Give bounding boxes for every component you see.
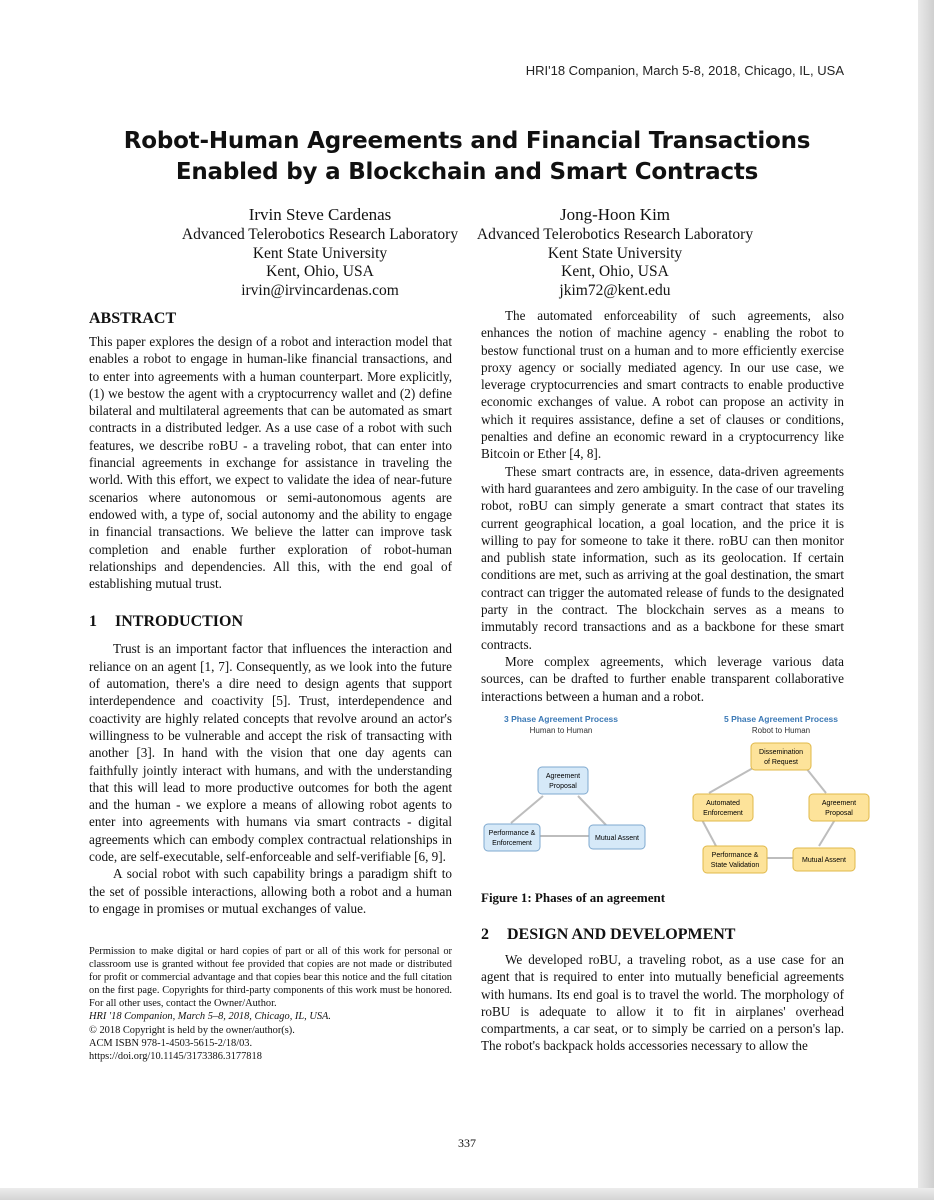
permission-notice: Permission to make digital or hard copies of part or all of this work for personal or classroom use is granted without fee provided that copies are not made or distributed for profit or commercial advantage and that copies bear this notice and the full citation on the first page. Copyrights for third-party components of this work must be honored. For all other uses, contact the Owner/Author.	[89, 946, 452, 1010]
svg-text:Enforcement: Enforcement	[492, 840, 532, 847]
right-paragraph-3: More complex agreements, which leverage various data sources, can be drafted to further enable transparent collaborative interactions between a human and a robot.	[481, 653, 844, 704]
node-automated-enforcement	[693, 794, 753, 821]
svg-text:Mutual Assent: Mutual Assent	[595, 835, 639, 842]
intro-paragraph-1: Trust is an important factor that influences the interaction and reliance on an agent [1, 7]. Consequently, as we look into the future of automation, there's a dire need to design agents that support interdependence and coactivity [5]. Trust, interdependence and coactivity are highly related concepts that revolve around an actor's willingness to be vulnerable and accept the risk of transacting with another [3]. In hand with the vision that one day agents can faithfully jointly interact with humans, and with the understanding that this will lead to more productive outcomes for both the agent and the human - we explore a means of allowing robot agents to enter into agreements with humans via smart contracts - digital agreements which can embody complex contractual relationships in code, are self-executable, self-enforceable and self-verifiable [6, 9].	[89, 641, 452, 865]
left-diagram-subtitle: Human to Human	[529, 726, 593, 735]
running-header: HRI'18 Companion, March 5-8, 2018, Chicago, IL, USA	[525, 63, 844, 78]
svg-text:Dissemination: Dissemination	[759, 749, 803, 756]
author-name: Jong-Hoon Kim	[559, 205, 671, 224]
left-arrow-assent-to-proposal	[578, 796, 606, 825]
right-column	[481, 307, 844, 705]
abstract-text: This paper explores the design of a robot and interaction model that enables a robot to engage in human-like financial transactions, and to enter into agreements with a human counterpart. More explicitly, (1) we bestow the agent with a cryptocurrency wallet and (2) define bilateral and multilateral agreements that can be automated as smart contracts in a distributed ledger. As a use case of a robot with such features, we describe roBU - a traveling robot, that can enter into financial agreements in exchange for assistance in traveling the world. With this effort, we expect to validate the idea of near-future scenarios where autonomous or semi-autonomous agents are endowed with, a type of, social autonomy and the ability to engage in financial transactions. We believe the latter can improve task completion and enable further exploration of robot-human relationships and dependencies. All this, with the end goal of establishing mutual trust.	[89, 334, 452, 592]
author-affiliation: Advanced Telerobotics Research Laboratory	[476, 226, 754, 243]
svg-text:Agreement: Agreement	[821, 800, 857, 807]
node-performance-state-validation	[703, 846, 767, 873]
section-number: 2	[481, 926, 489, 943]
node-mutual-assent	[589, 825, 645, 849]
node-right-mutual-assent	[793, 848, 855, 871]
svg-text:Proposal: Proposal	[549, 783, 577, 790]
svg-text:Agreement: Agreement	[545, 773, 581, 780]
right-arrow-2	[819, 818, 836, 846]
design-heading	[481, 925, 844, 945]
right-arrow-5	[709, 768, 753, 793]
author-university: Kent State University	[252, 244, 388, 262]
section-title: INTRODUCTION	[115, 613, 244, 631]
right-diagram-title: 5 Phase Agreement Process	[723, 714, 839, 724]
title-line-2: Enabled by a Blockchain and Smart Contracts	[175, 159, 759, 185]
svg-text:Performance &: Performance &	[711, 852, 759, 859]
paper-title	[60, 126, 874, 188]
isbn-line: ACM ISBN 978-1-4503-5615-2/18/03.	[89, 1037, 253, 1049]
left-column	[89, 309, 452, 917]
left-arrow-proposal-to-performance	[511, 796, 543, 823]
svg-text:of Request: of Request	[764, 759, 798, 766]
svg-text:State Validation: State Validation	[710, 862, 760, 869]
copyright-footnote	[89, 945, 452, 1063]
node-right-agreement-proposal	[809, 794, 869, 821]
node-agreement-proposal	[538, 767, 588, 794]
right-paragraph-1: The automated enforceability of such agreements, also enhances the notion of machine agency - enabling the robot to bestow functional trust on a human and to more efficiently exercise proxy agency or socially mediated agency. In our use case, we leverage cryptocurrencies and smart contracts to enable productive economic exchanges of value. A robot can propose an activity in which it requires assistance, define a set of clauses or conditions, penalties and define an economic reward in a cryptocurrency like Bitcoin or Ether [4, 8].	[481, 308, 844, 462]
section-title: DESIGN AND DEVELOPMENT	[507, 926, 736, 943]
right-paragraph-2: These smart contracts are, in essence, data-driven agreements with hard guarantees and zero ambiguity. In the case of our traveling robot, roBU can simply generate a smart contract that states its current geographical location, a goal location, and the price it is willing to pay for someone to take it there. roBU can then monitor and publish state information, such as its geolocation. If certain conditions are met, such as arriving at the goal destination, the smart contract can trigger the automated release of funds to the designated party in the contract. The blockchain serves as a means to immutably record transactions and as a backbone for these smart contracts.	[481, 463, 844, 652]
node-dissemination-request	[751, 743, 811, 770]
figure-caption: Figure 1: Phases of an agreement	[481, 890, 666, 905]
node-performance-enforcement	[484, 824, 540, 851]
title-line-1: Robot-Human Agreements and Financial Transactions	[123, 128, 811, 154]
author-location: Kent, Ohio, USA	[561, 263, 669, 280]
venue-line: HRI '18 Companion, March 5–8, 2018, Chicago, IL, USA.	[89, 1011, 331, 1023]
page-number: 337	[458, 1136, 476, 1150]
section-number: 1	[89, 613, 97, 631]
author-block-1	[180, 204, 460, 300]
author-email[interactable]: irvin@irvincardenas.com	[241, 281, 399, 299]
copyright-line: © 2018 Copyright is held by the owner/author(s).	[89, 1024, 295, 1036]
right-arrow-1	[806, 768, 826, 793]
author-university: Kent State University	[547, 244, 683, 262]
intro-paragraph-2: A social robot with such capability brings a paradigm shift to the set of possible interactions, allowing both a robot and a human to engage in promises or mutual exchanges of value.	[89, 866, 452, 916]
author-location: Kent, Ohio, USA	[266, 263, 374, 280]
right-diagram-subtitle: Robot to Human	[751, 726, 811, 735]
svg-text:Proposal: Proposal	[825, 810, 853, 817]
svg-text:Performance &: Performance &	[488, 830, 536, 837]
svg-text:Automated: Automated	[706, 800, 740, 807]
introduction-heading	[89, 612, 452, 632]
figure-diagram	[481, 708, 871, 883]
design-section	[481, 925, 844, 1055]
author-affiliation: Advanced Telerobotics Research Laboratory	[181, 226, 459, 243]
svg-text:Enforcement: Enforcement	[703, 810, 743, 817]
author-name: Irvin Steve Cardenas	[248, 205, 392, 224]
page-edge-shadow	[918, 0, 934, 1200]
abstract-heading: ABSTRACT	[89, 310, 177, 327]
design-paragraph: We developed roBU, a traveling robot, as a use case for an agent that is required to enter into mutually beneficial agreements with humans. Its end goal is to travel the world. The morphology of roBU is adequate to allow it to fit in airplanes' overhead compartments, a car seat, or to simply be carried on a person's lap. The robot's backpack holds accessories necessary to allow the	[481, 952, 844, 1054]
author-email[interactable]: jkim72@kent.edu	[559, 281, 671, 299]
right-arrow-4	[701, 818, 716, 846]
page-bottom-shadow	[0, 1188, 934, 1200]
author-block-2	[475, 204, 755, 300]
figure-agreement-phases	[481, 708, 871, 883]
svg-text:Mutual Assent: Mutual Assent	[802, 857, 846, 864]
doi-link[interactable]: https://doi.org/10.1145/3173386.3177818	[89, 1050, 262, 1062]
left-diagram-title: 3 Phase Agreement Process	[503, 714, 619, 724]
